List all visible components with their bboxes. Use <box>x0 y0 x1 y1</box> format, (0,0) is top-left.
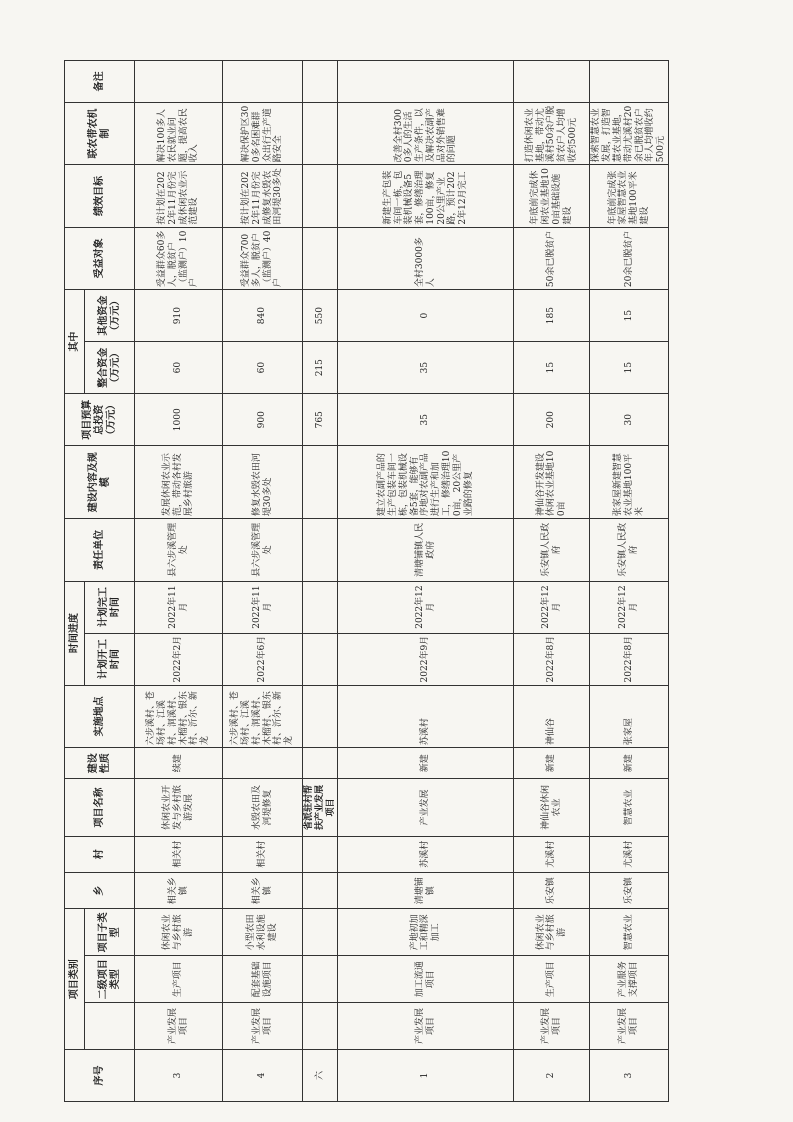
cell-nature: 续建 <box>135 748 223 779</box>
cell-level2: 产业服务支撑项目 <box>590 956 669 1003</box>
cell-nature: 新建 <box>514 748 590 779</box>
cell-goal <box>303 165 338 227</box>
cell-content <box>303 446 338 519</box>
cell-goal: 年底前完成休闲农业基地100亩基础设施建设 <box>514 165 590 227</box>
cell-village <box>303 836 338 872</box>
cell-mechanism: 解决100多人农民就业问题，提高农民收入 <box>135 102 223 164</box>
col-content: 建设内容及规模 <box>65 446 135 519</box>
cell-name: 产业发展 <box>338 779 514 836</box>
cell-level1: 产业发展项目 <box>223 1003 303 1050</box>
col-name: 项目名称 <box>65 779 135 836</box>
cell-level1 <box>303 1003 338 1050</box>
col-unit: 责任单位 <box>65 519 135 581</box>
cell-remark <box>590 61 669 103</box>
rotated-table-wrapper <box>64 60 667 1102</box>
cell-seq: 1 <box>338 1049 514 1101</box>
cell-location: 张家屋 <box>590 685 669 747</box>
cell-content: 修复水毁农田河堤30多处 <box>223 446 303 519</box>
col-sub: 项目子类型 <box>85 909 135 956</box>
cell-end: 2022年11月 <box>223 581 303 633</box>
cell-mechanism <box>303 102 338 164</box>
cell-village: 尤溪村 <box>590 836 669 872</box>
cell-township: 乐安镇 <box>590 873 669 909</box>
cell-sub: 小型农田水利设施建设 <box>223 909 303 956</box>
cell-remark <box>338 61 514 103</box>
cell-level2: 生产项目 <box>135 956 223 1003</box>
cell-goal: 按计划在2022年11月份完成修复水毁农田河堤30多处 <box>223 165 303 227</box>
cell-level1: 产业发展项目 <box>135 1003 223 1050</box>
cell-beneficiary: 20余已脱贫户 <box>590 227 669 289</box>
cell-township: 相关乡镇 <box>223 873 303 909</box>
cell-level2: 生产项目 <box>514 956 590 1003</box>
col-township: 乡 <box>65 873 135 909</box>
cell-name: 神仙谷休闲农业 <box>514 779 590 836</box>
col-end: 计划完工时间 <box>85 581 135 633</box>
cell-beneficiary: 受益群众700多人，脱贫户（监测户）40户 <box>223 227 303 289</box>
cell-integrated: 215 <box>303 342 338 394</box>
col-nature: 建设性质 <box>65 748 135 779</box>
cell-seq: 3 <box>135 1049 223 1101</box>
col-schedule: 时间进度 <box>65 581 85 685</box>
cell-name: 水毁农田及河堤修复 <box>223 779 303 836</box>
cell-unit <box>303 519 338 581</box>
cell-sub: 休闲农业与乡村旅游 <box>135 909 223 956</box>
cell-budget: 30 <box>590 394 669 446</box>
cell-start <box>303 633 338 685</box>
cell-remark <box>223 61 303 103</box>
cell-integrated: 15 <box>590 342 669 394</box>
table-row <box>223 61 303 1102</box>
cell-name: 省派驻村帮扶产业发展项目 <box>303 779 338 836</box>
cell-other: 840 <box>223 290 303 342</box>
cell-end: 2022年12月 <box>338 581 514 633</box>
col-start: 计划开工时间 <box>85 633 135 685</box>
cell-start: 2022年6月 <box>223 633 303 685</box>
cell-location <box>303 685 338 747</box>
table-row <box>514 61 590 1102</box>
table-row <box>338 61 514 1102</box>
cell-level2: 加工流通项目 <box>338 956 514 1003</box>
col-village: 村 <box>65 836 135 872</box>
cell-mechanism: 改善全村3000多人的生活生产条件，以及解决农副产品对外销售难的问题 <box>338 102 514 164</box>
cell-integrated: 35 <box>338 342 514 394</box>
col-other: 其他资金（万元） <box>85 290 135 342</box>
cell-end: 2022年11月 <box>135 581 223 633</box>
col-integrated: 整合资金（万元） <box>85 342 135 394</box>
cell-village: 尤溪村 <box>514 836 590 872</box>
cell-mechanism: 探索智慧农业发展，打造智慧农业基地，带动尤溪村20余已脱贫农户年人均增收约500元 <box>590 102 669 164</box>
cell-name: 休闲农业开发与乡村旅游发展 <box>135 779 223 836</box>
cell-seq: 六 <box>303 1049 338 1101</box>
cell-budget: 1000 <box>135 394 223 446</box>
cell-township: 相关乡镇 <box>135 873 223 909</box>
cell-content: 张家屋新建智慧农业基地100平米 <box>590 446 669 519</box>
col-category: 项目类别 <box>65 909 85 1050</box>
cell-unit: 县六步溪管理处 <box>223 519 303 581</box>
cell-other: 0 <box>338 290 514 342</box>
table-row <box>135 61 223 1102</box>
cell-budget: 200 <box>514 394 590 446</box>
col-location: 实施地点 <box>65 685 135 747</box>
cell-unit: 县六步溪管理处 <box>135 519 223 581</box>
cell-sub: 智慧农业 <box>590 909 669 956</box>
cell-goal: 新建生产包装车间一栋，包装机械设备5套，修缮治理100亩，修复20公里产业路，预计2022年12月完工 <box>338 165 514 227</box>
cell-location: 苏溪村 <box>338 685 514 747</box>
cell-start: 2022年2月 <box>135 633 223 685</box>
cell-integrated: 15 <box>514 342 590 394</box>
cell-township: 清塘铺镇 <box>338 873 514 909</box>
cell-mechanism: 打造休闲农业基地，带动尤溪村50余户脱贫农户人均增收约500元 <box>514 102 590 164</box>
cell-unit: 清塘铺镇人民政府 <box>338 519 514 581</box>
cell-start: 2022年9月 <box>338 633 514 685</box>
cell-nature: 新建 <box>338 748 514 779</box>
project-table <box>64 60 669 1102</box>
col-remark: 备注 <box>65 61 135 103</box>
col-beneficiary: 受益对象 <box>65 227 135 289</box>
cell-level1: 产业发展项目 <box>338 1003 514 1050</box>
cell-other: 15 <box>590 290 669 342</box>
cell-goal: 年底前完成张家屋智慧农业基地100平米建设 <box>590 165 669 227</box>
table-row <box>590 61 669 1102</box>
cell-seq: 3 <box>590 1049 669 1101</box>
col-seq: 序号 <box>65 1049 135 1101</box>
cell-content: 神仙谷开发建设休闲农业基地100亩 <box>514 446 590 519</box>
col-inner: 其中 <box>65 290 85 394</box>
cell-level1: 产业发展项目 <box>514 1003 590 1050</box>
cell-nature <box>223 748 303 779</box>
cell-start: 2022年8月 <box>514 633 590 685</box>
table-row <box>303 61 338 1102</box>
cell-township: 乐安镇 <box>514 873 590 909</box>
cell-seq: 2 <box>514 1049 590 1101</box>
cell-end: 2022年12月 <box>590 581 669 633</box>
cell-other: 185 <box>514 290 590 342</box>
cell-start: 2022年8月 <box>590 633 669 685</box>
cell-end: 2022年12月 <box>514 581 590 633</box>
col-level2: 二级项目类型 <box>85 956 135 1003</box>
cell-budget: 900 <box>223 394 303 446</box>
cell-location: 六步溪村、苍场村、江溪村、洞溪村、木榴村、银东村、沂尔、新龙 <box>223 685 303 747</box>
cell-beneficiary: 受益群众60多人，脱贫户（监测户）10户 <box>135 227 223 289</box>
cell-mechanism: 解决保护区300多名困难群众出行生产道路安全 <box>223 102 303 164</box>
cell-township <box>303 873 338 909</box>
cell-other: 550 <box>303 290 338 342</box>
cell-integrated: 60 <box>223 342 303 394</box>
cell-content: 发展休闲农业示范，带动各村发展乡村旅游 <box>135 446 223 519</box>
cell-goal: 按计划在2022年11月份完成休闲农业示范建设 <box>135 165 223 227</box>
cell-level2 <box>303 956 338 1003</box>
col-budget: 项目预算总投资（万元） <box>65 394 135 446</box>
table-body <box>135 61 669 1102</box>
cell-village: 相关村 <box>135 836 223 872</box>
cell-unit: 乐安镇人民政府 <box>590 519 669 581</box>
cell-end <box>303 581 338 633</box>
cell-remark <box>514 61 590 103</box>
cell-sub: 产地初加工和精深加工 <box>338 909 514 956</box>
cell-sub: 休闲农业与乡村旅游 <box>514 909 590 956</box>
cell-beneficiary <box>303 227 338 289</box>
cell-beneficiary: 50余已脱贫户 <box>514 227 590 289</box>
cell-level2: 配套基础设施项目 <box>223 956 303 1003</box>
col-goal: 绩效目标 <box>65 165 135 227</box>
cell-name: 智慧农业 <box>590 779 669 836</box>
cell-nature <box>303 748 338 779</box>
cell-other: 910 <box>135 290 223 342</box>
cell-beneficiary: 全村3000多人 <box>338 227 514 289</box>
cell-location: 六步溪村、苍场村、江溪村、洞溪村、木榴村、银东村、沂尔、新龙 <box>135 685 223 747</box>
cell-village: 相关村 <box>223 836 303 872</box>
cell-location: 神仙谷 <box>514 685 590 747</box>
col-level1-blank <box>85 1003 135 1050</box>
cell-remark <box>135 61 223 103</box>
cell-budget: 35 <box>338 394 514 446</box>
cell-remark <box>303 61 338 103</box>
cell-integrated: 60 <box>135 342 223 394</box>
cell-unit: 乐安镇人民政府 <box>514 519 590 581</box>
cell-sub <box>303 909 338 956</box>
cell-nature: 新建 <box>590 748 669 779</box>
col-mechanism: 联农带农机制 <box>65 102 135 164</box>
cell-level1: 产业发展项目 <box>590 1003 669 1050</box>
cell-budget: 765 <box>303 394 338 446</box>
cell-seq: 4 <box>223 1049 303 1101</box>
cell-village: 苏溪村 <box>338 836 514 872</box>
cell-content: 建立农副产品的生产包装车间一栋，包装机械设备5套，能够有序地对农副产品进行生产和加工，修缮治理100亩，20公里产业路的修复 <box>338 446 514 519</box>
